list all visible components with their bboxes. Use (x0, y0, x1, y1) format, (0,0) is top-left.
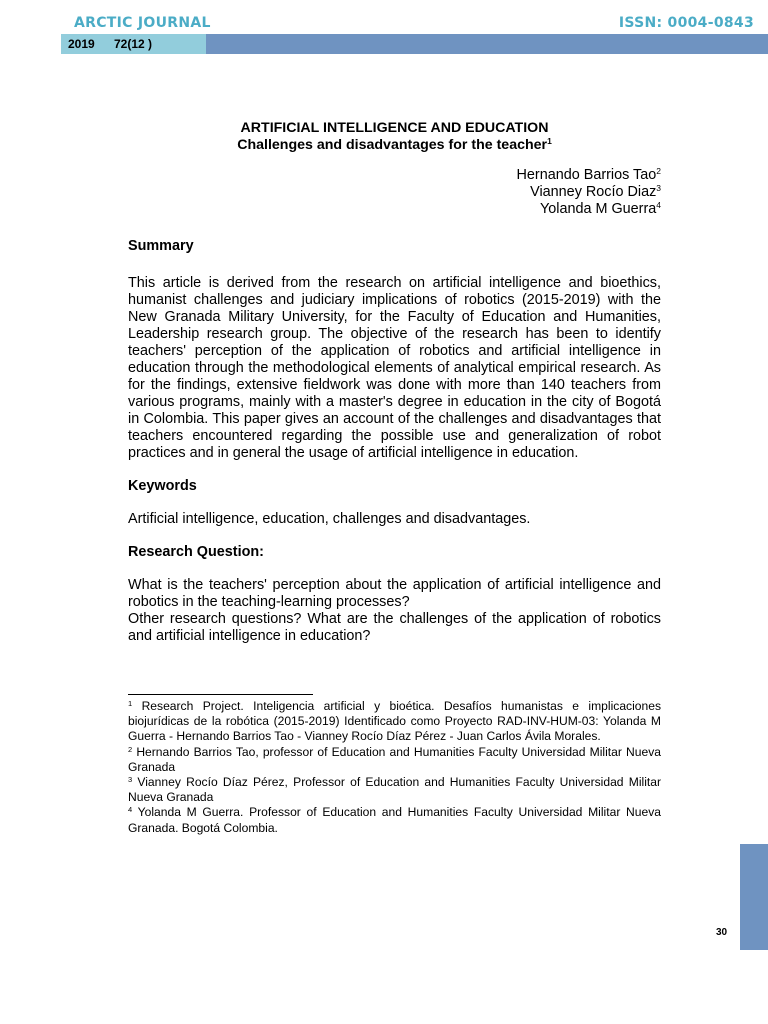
author-list (128, 167, 661, 218)
subtitle-text: Challenges and disadvantages for the teacher (237, 137, 548, 153)
footnote-ref-1: 1 (547, 136, 552, 146)
footnote-ref-2: 2 (656, 166, 661, 176)
research-question-2: Other research questions? What are the challenges of the application of robotics and artificial intelligence in education? (128, 611, 661, 644)
issue-year: 2019 (68, 37, 95, 51)
footnote-mark: 4 (128, 805, 133, 815)
author-name: Yolanda M Guerra (540, 201, 657, 217)
footnote-text: Research Project. Inteligencia artificial y bioética. Desafíos humanistas e implicaciones biojurídicas de la robótica (2015-2019) Identificado como Proyecto RAD-INV-HUM-03: Yolanda M Guerra - Hernando Barrios Tao - Vianney Rocío Díaz Pérez - Juan Carlos Ávila Morales. (128, 699, 661, 744)
keywords-text: Artificial intelligence, education, challenges and disadvantages. (128, 511, 531, 527)
footnote-separator (128, 694, 313, 695)
footnote-mark: 3 (128, 775, 133, 785)
article-body (128, 120, 661, 645)
issn: ISSN: 0004-0843 (618, 15, 754, 31)
footnote-1 (128, 699, 661, 745)
side-tab (740, 844, 768, 950)
page-number: 30 (716, 927, 728, 938)
footnote-text: Hernando Barrios Tao, professor of Education and Humanities Faculty Universidad Militar Nueva Granada (128, 744, 661, 774)
article-title: ARTIFICIAL INTELLIGENCE AND EDUCATION (240, 120, 549, 136)
author-name: Hernando Barrios Tao (516, 167, 657, 183)
footnote-ref-3: 3 (656, 183, 661, 193)
footnote-ref-4: 4 (656, 200, 661, 210)
journal-name: ARCTIC JOURNAL (74, 15, 211, 31)
keywords-heading: Keywords (128, 478, 197, 494)
footnote-4 (128, 805, 661, 835)
footnote-3 (128, 775, 661, 805)
footnote-text: Yolanda M Guerra. Professor of Education and Humanities Faculty Universidad Militar Nueva Granada. Bogotá Colombia. (128, 805, 661, 835)
summary-heading: Summary (128, 238, 194, 254)
footnote-mark: 1 (128, 699, 133, 708)
footnote-text: Vianney Rocío Díaz Pérez, Professor of Education and Humanities Faculty Universidad Militar Nueva Granada (128, 775, 661, 805)
issue-volume: 72(12 ) (114, 37, 153, 51)
header-band-dark (206, 34, 768, 54)
footnote-mark: 2 (128, 744, 133, 754)
author (128, 201, 661, 218)
author (128, 184, 661, 201)
author (128, 167, 661, 184)
author-name: Vianney Rocío Diaz (530, 184, 657, 200)
research-question-1: What is the teachers' perception about the application of artificial intelligence and robotics in the teaching-learning processes? (128, 577, 661, 610)
summary-paragraph: This article is derived from the research on artificial intelligence and bioethics, humanist challenges and judiciary implications of robotics (2015-2019) with the New Granada Military University, for the Faculty of Education and Humanities, Leadership research group. The objective of the research has been to identify teachers' perception of the application of robotics and artificial intelligence in education through the methodological elements of analytical empirical research. As for the findings, extensive fieldwork was done with more than 140 teachers from various programs, mainly with a master's degree in education in the city of Bogotá in Colombia. This paper gives an account of the challenges and disadvantages that teachers encountered regarding the possible use and generalization of robot practices and in general the usage of artificial intelligence in education. (128, 275, 661, 461)
research-question-heading: Research Question: (128, 544, 264, 560)
article-subtitle (128, 137, 661, 154)
footnote-2 (128, 745, 661, 775)
footnotes (128, 699, 661, 836)
